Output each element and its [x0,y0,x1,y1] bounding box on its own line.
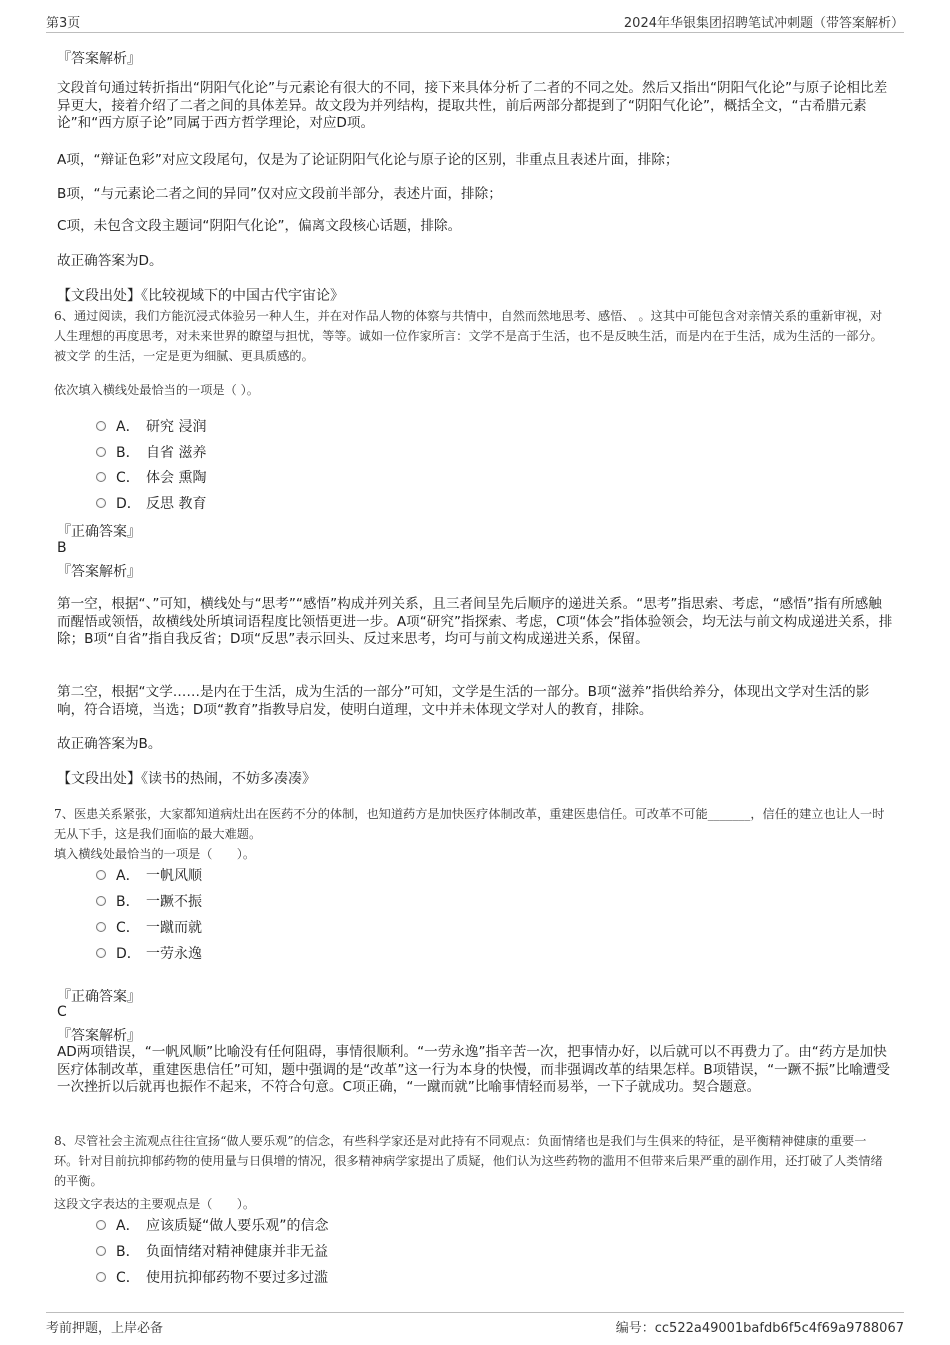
q8-prompt: 这段文字表达的主要观点是（ ）。 [54,1197,256,1211]
page-number: 第3页 [46,16,81,31]
q6-source: 【文段出处】《读书的热闹，不妨多凑凑》 [57,771,316,787]
radio-button-icon[interactable] [96,948,106,958]
q7-option-b[interactable]: B． 一蹶不振 [96,891,202,911]
q5-analysis-option-c: C项，未包含文段主题词“阴阳气化论”，偏离文段核心话题，排除。 [57,218,462,234]
q8-option-c[interactable]: C． 使用抗抑郁药物不要过多过滥 [96,1267,328,1287]
q6-analysis-paragraph-2: 第二空，根据“文学……是内在于生活，成为生活的一部分”可知，文学是生活的一部分。B项“滋养”指供给养分，体现出文学对生活的影响，符合语境，当选；D项“教育”指教导启发，使明白道理，文中并未体现文学对人的教育，排除。 [57,684,870,718]
q7-option-d[interactable]: D． 一劳永逸 [96,943,202,963]
q5-analysis-option-b: B项，“与元素论二者之间的异同”仅对应文段前半部分，表述片面，排除； [57,186,502,202]
radio-button-icon[interactable] [96,922,106,932]
q5-analysis-paragraph: 文段首句通过转折指出“阴阳气化论”与元素论有很大的不同，接下来具体分析了二者的不同之处。然后又指出“阴阳气化论”与原子论相比差异更大，接着介绍了二者之间的具体差异。故文段为并列结构，提取共性，前后两部分都提到了“阴阳气化论”，概括全文，“古希腊元素论”和“西方原子论”同属于西方哲学理论，对应D项。 [57,80,888,131]
radio-button-icon[interactable] [96,447,106,457]
page-footer [46,1312,904,1335]
radio-button-icon[interactable] [96,498,106,508]
q6-correct-answer: B [57,540,67,556]
q7-analysis-label: 『答案解析』 [57,1028,141,1044]
q7-analysis-paragraph: AD两项错误，“一帆风顺”比喻没有任何阻碍，事情很顺利。“一劳永逸”指辛苦一次，把事情办好，以后就可以不再费力了。由“药方是加快医疗体制改革，重建医患信任”可知，题中强调的是“改革”这一行为本身的快慢，而非强调改革的结果怎样。B项错误，“一蹶不振”比喻遭受一次挫折以后就再也振作不起来，不符合句意。C项正确，“一蹴而就”比喻事情轻而易举，一下子就成功。契合题意。 [57,1044,890,1095]
page-header [46,10,904,33]
q6-analysis-paragraph-1: 第一空，根据“、”可知，横线处与“思考”“感悟”构成并列关系，且三者间呈先后顺序的递进关系。“思考”指思索、考虑，“感悟”指有所感触而醒悟或领悟，故横线处所填词语程度比领悟更进一步。A项“研究”指探索、考虑，C项“体会”指体验领会，均无法与前文构成递进关系，排除；B项“自省”指自我反省；D项“反思”表示回头、反过来思考，均可与前文构成递进关系，保留。 [57,596,893,647]
q6-option-c[interactable]: C． 体会 熏陶 [96,467,206,487]
q7-correct-label: 『正确答案』 [57,989,141,1005]
q8-question-text: 8、尽管社会主流观点往往宣扬“做人要乐观”的信念，有些科学家还是对此持有不同观点：负面情绪也是我们与生俱来的特征，是平衡精神健康的重要一环。针对目前抗抑郁药物的使用量与日俱增的情况，很多精神病学家提出了质疑，他们认为这些药物的滥用不但带来后果严重的副作用，还打破了人类情绪的平衡。 [54,1134,883,1188]
q6-prompt: 依次填入横线处最恰当的一项是（ ）。 [54,383,259,397]
q6-analysis-label: 『答案解析』 [57,564,141,580]
q6-option-a[interactable]: A． 研究 浸润 [96,416,206,436]
q5-source: 【文段出处】《比较视域下的中国古代宇宙论》 [57,288,344,304]
radio-button-icon[interactable] [96,472,106,482]
q6-option-d[interactable]: D． 反思 教育 [96,493,206,513]
radio-button-icon[interactable] [96,1220,106,1230]
q6-question-text: 6、通过阅读，我们方能沉浸式体验另一种人生，并在对作品人物的体察与共情中，自然而然地思考、感悟、 。这其中可能包含对亲情关系的重新审视，对人生理想的再度思考，对未来世界的瞭望与担忧，等等。诚如一位作家所言：文学不是高于生活，也不是反映生活，而是内在于生活，成为生活的一部分。被文学 的生活，一定是更为细腻、更具质感的。 [54,309,883,363]
q7-option-c[interactable]: C． 一蹴而就 [96,917,202,937]
q6-option-b[interactable]: B． 自省 滋养 [96,442,206,462]
footer-slogan: 考前押题，上岸必备 [46,1321,164,1336]
q8-option-b[interactable]: B． 负面情绪对精神健康并非无益 [96,1241,328,1261]
document-serial: 编号：cc522a49001bafdb6f5c4f69a9788067 [615,1321,904,1336]
q5-conclusion: 故正确答案为D。 [57,253,163,269]
radio-button-icon[interactable] [96,1246,106,1256]
q7-option-a[interactable]: A． 一帆风顺 [96,865,202,885]
radio-button-icon[interactable] [96,870,106,880]
q7-correct-answer: C [57,1004,67,1020]
radio-button-icon[interactable] [96,896,106,906]
q7-prompt: 填入横线处最恰当的一项是（ ）。 [54,847,256,861]
radio-button-icon[interactable] [96,1272,106,1282]
q8-option-a[interactable]: A． 应该质疑“做人要乐观”的信念 [96,1215,329,1235]
q5-analysis-option-a: A项，“辩证色彩”对应文段尾句，仅是为了论证阴阳气化论与原子论的区别，非重点且表述片面，排除； [57,152,679,168]
q7-question-text: 7、医患关系紧张，大家都知道病灶出在医药不分的体制，也知道药方是加快医疗体制改革，重建医患信任。可改革不可能_______，信任的建立也让人一时无从下手，这是我们面临的最大难题。 [54,807,885,841]
q6-correct-label: 『正确答案』 [57,524,141,540]
q6-conclusion: 故正确答案为B。 [57,736,162,752]
q5-analysis-label: 『答案解析』 [57,51,141,67]
radio-button-icon[interactable] [96,421,106,431]
document-title: 2024年华银集团招聘笔试冲刺题（带答案解析） [623,16,904,31]
